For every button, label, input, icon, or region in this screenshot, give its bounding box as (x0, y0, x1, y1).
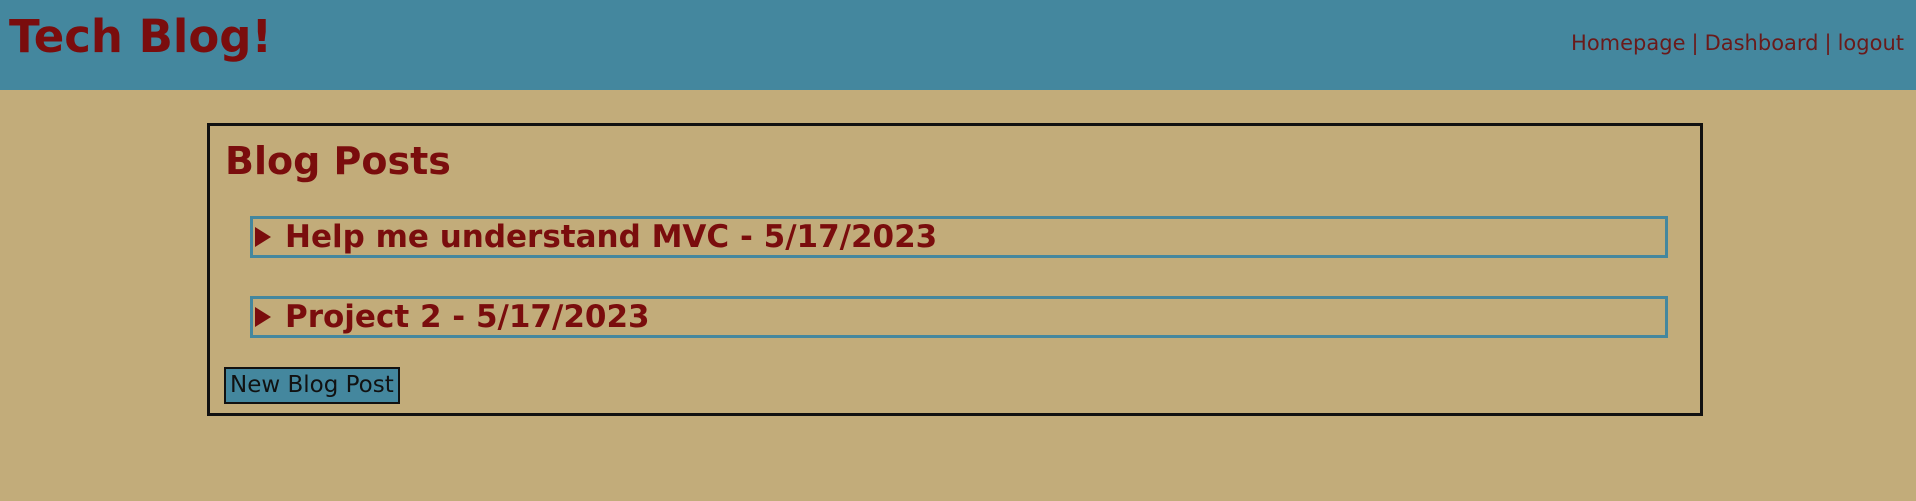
blog-post-item[interactable] (250, 216, 1668, 258)
expand-triangle-icon[interactable] (255, 227, 271, 247)
nav-separator: | (1824, 31, 1832, 55)
site-title: Tech Blog! (9, 10, 272, 63)
blog-post-summary[interactable]: Project 2 - 5/17/2023 (285, 298, 650, 335)
blog-post-summary[interactable]: Help me understand MVC - 5/17/2023 (285, 218, 938, 255)
panel-title: Blog Posts (225, 139, 451, 183)
nav-separator: | (1691, 31, 1699, 55)
nav-homepage-link[interactable]: Homepage (1571, 31, 1686, 55)
blog-posts-panel (207, 123, 1703, 416)
site-header (0, 0, 1916, 90)
nav-dashboard-link[interactable]: Dashboard (1704, 31, 1819, 55)
nav-logout-link[interactable]: logout (1837, 31, 1904, 55)
expand-triangle-icon[interactable] (255, 307, 271, 327)
top-nav (1571, 31, 1904, 55)
blog-post-item[interactable] (250, 296, 1668, 338)
new-blog-post-button[interactable]: New Blog Post (224, 367, 400, 404)
